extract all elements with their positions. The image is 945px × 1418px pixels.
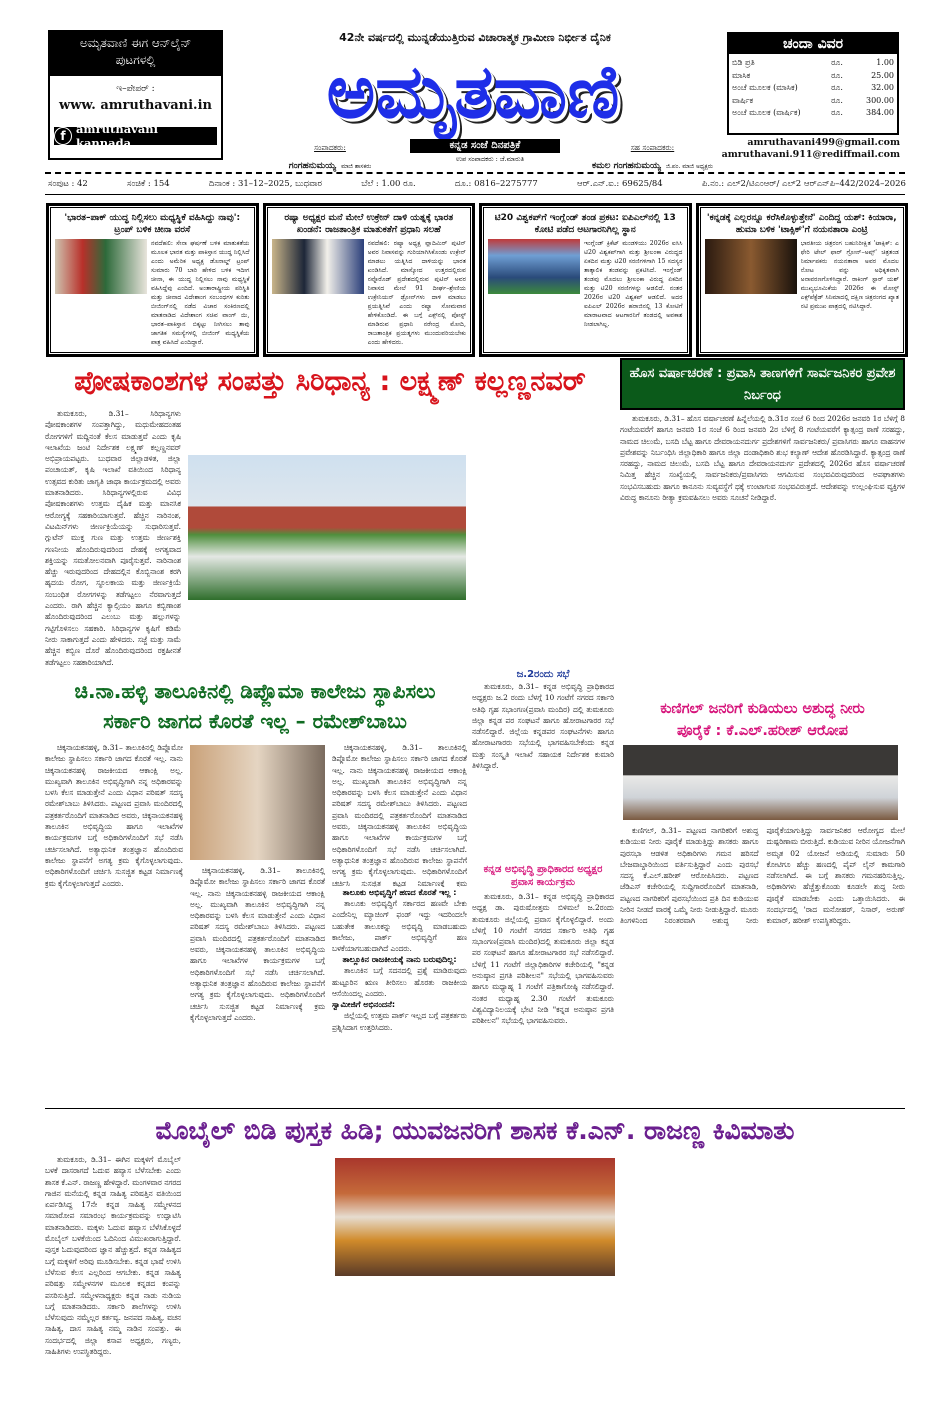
diploma-headline-2: ಸರ್ಕಾರಿ ಜಾಗದ ಕೊರತೆ ಇಲ್ಲ – ರಮೇಶ್‌ಬಾಬು: [103, 709, 407, 733]
top-story-title: 'ಭಾರತ–ಪಾಕ್ ಯುದ್ಧ ನಿಲ್ಲಿಸಲು ಮಧ್ಯಸ್ಥಿಕೆ ವಹಿಸಿದ್ದು ನಾವು': ಟ್ರಂಪ್ ಬಳಿಕ ಚೀನಾ ವರಸೆ: [64, 213, 241, 235]
date: ದಿನಾಂಕ : 31–12–2025, ಬುಧವಾರ: [208, 179, 323, 189]
top-story-photo: [272, 239, 364, 294]
mobile-text-col5: [621, 1154, 757, 1412]
top-story-photo: [488, 239, 580, 294]
lead-headline: ಪೋಷಕಾಂಶಗಳ ಸಂಪತ್ತು ಸಿರಿಧಾನ್ಯ : ಲಕ್ಷ್ಮಣ್ ಕಲ್ಲಣ್ಣನವರ್: [74, 366, 586, 397]
lead-text-col4: [477, 408, 613, 668]
registration: ಪಿ.ನಂ.: ಎಲ್2/ಟಿಎಂಆರ್/ ಎಲ್2 ಆರ್‌ಎನ್‌ಪಿ–442/2024–2026: [701, 179, 906, 189]
editor-name: ಗಂಗಹನುಮಯ್ಯ: [288, 161, 337, 171]
price: ಬೆಲೆ : 1.00 ರೂ.: [361, 179, 416, 189]
lead-text: ತುಮಕೂರು, ಡಿ.31– ಸಿರಿಧಾನ್ಯಗಳು ಪೋಷಕಾಂಶಗಳ ಸಂಪತ್ತಾಗಿದ್ದು, ಮಧುಮೇಹದಂತಹ ರೋಗಗಳಿಗೆ ಮದ್ದಿನಂತೆ ಕೆಲಸ ಮಾಡುತ್ತವೆ ಎಂದು ಕೃಷಿ ಇಲಾಖೆಯ ಜಂಟಿ ನಿರ್ದೇಶಕ ಲಕ್ಷ್ಮಣ್ ಕಲ್ಲಣ್ಣನವರ್ ಅಭಿಪ್ರಾಯಪಟ್ಟರು. ಬುಧವಾರ ಜಿಲ್ಲಾಡಳಿತ, ಜಿಲ್ಲಾ ಪಂಚಾಯತ್, ಕೃಷಿ ಇಲಾಖೆ ವತಿಯಿಂದ ಸಿರಿಧಾನ್ಯ ಉತ್ಸವದ ಕುರಿತು ಜಾಗೃತಿ ಜಾಥಾ ಕಾರ್ಯಕ್ರಮದಲ್ಲಿ ಅವರು ಮಾತನಾಡಿದರು. ಸಿರಿಧಾನ್ಯಗಳಲ್ಲಿರುವ ವಿವಿಧ ಪೋಷಕಾಂಶಗಳು ಉತ್ತಮ ದೈಹಿಕ ಮತ್ತು ಮಾನಸಿಕ ಆರೋಗ್ಯಕ್ಕೆ ಸಹಕಾರಿಯಾಗುತ್ತವೆ. ಹೆಚ್ಚಿನ ನಾರಿನಂಶ, ವಿಟಮಿನ್‌ಗಳು ಜೀರ್ಣಕ್ರಿಯೆಯನ್ನು ಸುಧಾರಿಸುತ್ತವೆ. ಗ್ಲುಟೆನ್ ಮುಕ್ತ ಗುಣ ಮತ್ತು ಉತ್ತಮ ಜೀರ್ಣಶಕ್ತಿ ಗಣನೀಯ ಹೊಂದಿರುವುದರಿಂದ ದೇಹಕ್ಕೆ ಅಗತ್ಯವಾದ ಶಕ್ತಿಯನ್ನು ಸಮತೋಲನವಾಗಿ ಪೂರೈಸುತ್ತವೆ. ನಾರಿನಾಂಶ ಹೆಚ್ಚು ಇರುವುದರಿಂದ ದೇಹದಲ್ಲಿನ ಕೊಬ್ಬಿನಾಂಶ ಕರಗಿ ಹೃದಯ ರೋಗ, ಸ್ಥೂಲಕಾಯ ಮತ್ತು ಜೀರ್ಣಕ್ರಿಯೆ ಸಂಬಂಧಿತ ರೋಗಗಳನ್ನು ತಡೆಗಟ್ಟಲು ನೆರವಾಗುತ್ತದೆ ಎಂದರು. ರಾಗಿ ಹೆಚ್ಚಿನ ಕ್ಯಾಲ್ಸಿಯಂ ಹಾಗೂ ಕಬ್ಬಿಣಾಂಶ ಹೊಂದಿರುವುದರಿಂದ ಎಲುಬು ಮತ್ತು ಹಲ್ಲುಗಳನ್ನು ಗಟ್ಟಿಗೊಳಿಸಲು ಸಹಕಾರಿ. ಸಿರಿಧಾನ್ಯಗಳ ಕೃಷಿಗೆ ಕಡಿಮೆ ನೀರು ಸಾಕಾಗುತ್ತದೆ ಎಂದು ಹೇಳಿದರು. ಸಜ್ಜೆ ಮತ್ತು ಸಾಮೆ ಹೆಚ್ಚಿನ ಕಬ್ಬಿಣ ದೊರೆ ಹೊಂದಿರುವುದರಿಂದ ರಕ್ತಹೀನತೆ ತಡೆಗಟ್ಟಲು ಸಹಕಾರಿಯಾಗಿದೆ.: [45, 409, 181, 667]
top-story-title: 'ಕನ್ನಡಕ್ಕೆ ಎಲ್ಲರನ್ನೂ ಕರೆಸಿಕೊಳ್ಳುತ್ತೇನೆ' ಎಂದಿದ್ದ ಯಶ್: ಕಿಯಾರಾ, ಹುಮಾ ಬಳಿಕ 'ಟಾಕ್ಸಿಕ್'ಗೆ ನಯನತಾರಾ ಎಂಟ್ರಿ: [706, 213, 897, 235]
top-story-body: ಭಾರತೀಯ ಚಿತ್ರರಂಗ ಬಹುನಿರೀಕ್ಷಿತ 'ಟಾಕ್ಸಿಕ್: ಎ ಫೇರಿ ಟೇಲ್ ಫಾರ್ ಗ್ರೋನ್–ಅಪ್ಸ್' ಚಿತ್ರತಂಡ ನಿರ್ಮಾಪಕರು ನಯನತಾರಾ ಅವರ ಮೊದಲ ನೋಟ ವನ್ನು ಅಧಿಕೃತವಾಗಿ ಅನಾವರಣಗೊಳಿಸಿದ್ದಾರೆ. ರಾಕಿಂಗ್ ಸ್ಟಾರ್ ಯಶ್ ಮುಖ್ಯಭೂಮಿಕೆಯ 2026ರ ಈ ಮೋಸ್ಟ್ ಎಕ್ಸ್‌ಪೆಕ್ಟೆಡ್ ಸಿನಿಮಾದಲ್ಲಿ ದಕ್ಷಿಣ ಚಿತ್ರರಂಗದ ಖ್ಯಾತ ನಟಿ ಪ್ರಮುಖ ಪಾತ್ರದಲ್ಲಿ ನಟಿಸಿದ್ದಾರೆ.: [800, 240, 899, 310]
mobile-headline: ಮೊಬೈಲ್ ಬಿಡಿ ಪುಸ್ತಕ ಹಿಡಿ; ಯುವಜನರಿಗೆ ಶಾಸಕ ಕೆ.ಎನ್. ರಾಜಣ್ಣ ಕಿವಿಮಾತು: [155, 1116, 795, 1145]
lead-text-col2-bottom: [189, 603, 325, 668]
editor-note: ಮಾಜಿ ಶಾಸಕರು: [341, 163, 372, 170]
mobile-photo-felicitation: [335, 1158, 615, 1276]
lead-photo-millet-rally: [188, 455, 466, 600]
top-story-body: ನವದೆಹಲಿ: ರಷ್ಯಾ ಅಧ್ಯಕ್ಷ ವ್ಲಾದಿಮಿರ್ ಪುಟಿನ್ ಅವರ ನಿವಾಸವನ್ನು ಗುರಿಯಾಗಿಸಿಕೊಂಡು ಉಕ್ರೇನ್ ಮಾಡಲು ಯತ್ನಿಸಿದ ದಾಳಿಯನ್ನು ಭಾರತ ಖಂಡಿಸಿದೆ. ಮಾಸ್ಕೋದ ಉತ್ತರದಲ್ಲಿರುವ ನವ್ಗೊರೊಡ್ ಪ್ರದೇಶದಲ್ಲಿರುವ ಪುಟಿನ್ ಅವರ ನಿವಾಸದ ಮೇಲೆ 91 ದೀರ್ಘ–ಶ್ರೇಣಿಯ ಉಕ್ರೇನಿಯನ್ ಡ್ರೋನ್‌ಗಳು ದಾಳಿ ಮಾಡಲು ಪ್ರಯತ್ನಿಸಿವೆ ಎಂದು ರಷ್ಯಾ ಸೋಮವಾರ ಹೇಳಿಕೊಂಡಿದೆ. ಈ ಬಗ್ಗೆ ಎಕ್ಸ್‌ನಲ್ಲಿ ಪೋಸ್ಟ್ ಮಾಡಿರುವ ಪ್ರಧಾನಿ ನರೇಂದ್ರ ಮೋದಿ, ರಾಜತಾಂತ್ರಿಕ ಪ್ರಯತ್ನಗಳು ಮುಂದುವರಿಯಬೇಕು ಎಂದು ಹೇಳಿದರು.: [367, 240, 466, 346]
lead-text-col3-bottom: [333, 603, 469, 668]
box-news-headline: [620, 358, 905, 410]
top-story-box[interactable]: [48, 205, 257, 355]
top-story-photo: [55, 239, 147, 294]
epaper-label: ಇ–ಪೇಪರ್ :: [116, 84, 155, 94]
kunigal-body: ಕುಣಿಗಲ್, ಡಿ.31– ಪಟ್ಟಣದ ನಾಗರಿಕರಿಗೆ ಅಶುದ್ಧ ಕುಡಿಯುವ ನೀರು ಪೂರೈಕೆ ಮಾಡುತ್ತಿದ್ದು ಶಾಸಕರು ಹಾಗೂ ಪುರಸಭಾ ಆಡಳಿತ ಅಧಿಕಾರಿಗಳು ಗಮನ ಹರಿಸದೆ ಬೇಜವಾಬ್ದಾರಿಯಿಂದ ವರ್ತಿಸುತ್ತಿದ್ದಾರೆ ಎಂದು ಪುರಸಭೆ ಸದಸ್ಯ ಕೆ.ಎಲ್.ಹರೀಶ್ ಆರೋಪಿಸಿದರು. ಪಟ್ಟಣದ ಜೆಡಿಎಸ್ ಕಚೇರಿಯಲ್ಲಿ ಸುದ್ದಿಗಾರರೊಂದಿಗೆ ಮಾತನಾಡಿ, ಪಟ್ಟಣದ ನಾಗರಿಕರಿಗೆ ಪುರಸಭೆಯಿಂದ ಪ್ರತಿ ದಿನ ಕುಡಿಯುವ ನೀರಿನ ನೀಡದೆ ವಾರಕ್ಕೆ ಒಮ್ಮೆ ನೀರು ನೀಡುತ್ತಿದ್ದಾರೆ. ಮೂರು ತಿಂಗಳಿನಿಂದ ನಿರಂತರವಾಗಿ ಅಶುದ್ಧ ನೀರು ಪೂರೈಕೆಯಾಗುತ್ತಿದ್ದು ಸಾರ್ವಜನಿಕರ ಆರೋಗ್ಯದ ಮೇಲೆ ದುಷ್ಪರಿಣಾಮ ಬೀರುತ್ತಿದೆ. ಕುಡಿಯುವ ನೀರಿನ ಯೋಜನೆಗಾಗಿ ಅಮೃತ 02 ಯೋಜನೆ ಅಡಿಯಲ್ಲಿ ಸುಮಾರು 50 ಕೋಟಿಗೂ ಹೆಚ್ಚು ಹಣದಲ್ಲಿ ಪೈಪ್ ಲೈನ್ ಕಾಮಗಾರಿ ನಡೆಸಲಾಗಿದೆ. ಈ ಬಗ್ಗೆ ಶಾಸಕರು ಗಮನಹರಿಸುತ್ತಿಲ್ಲ. ಅಧಿಕಾರಿಗಳು ಹೆಚ್ಚೆತ್ತುಕೊಂಡು ಕೂಡಲೇ ಶುದ್ಧ ನೀರು ಪೂರೈಕೆ ಮಾಡಬೇಕು ಎಂದು ಒತ್ತಾಯಿಸಿದರು. ಈ ಸಂದರ್ಭದಲ್ಲಿ 'ರಾದ ಮನೋಹರ್, ನಿಸಾರ್, ಅರುಣ್ ಕುಮಾರ್, ಹರೀಶ್ ಉಪಸ್ಥಿತರಿದ್ದರು.: [620, 826, 905, 926]
diploma-body-col3: [332, 742, 467, 1102]
subscription-cur: ರೂ.: [831, 70, 843, 80]
diploma-subhead-3: ಸ್ವಾಮೀಜಿಗೆ ಅಭಿನಂದನೆ:: [332, 1000, 396, 1010]
diploma-headline-1: ಚಿ.ನಾ.ಹಳ್ಳಿ ತಾಲೂಕಿನಲ್ಲಿ ಡಿಪ್ಲೊಮಾ ಕಾಲೇಜು ಸ್ಥಾಪಿಸಲು: [74, 679, 436, 703]
header-divider: [45, 172, 905, 174]
top-story-box[interactable]: [481, 205, 690, 355]
website-link[interactable]: www. amruthavani.in: [59, 98, 212, 113]
mobile-text-col3: [333, 1280, 469, 1412]
top-stories: [48, 205, 906, 355]
online-title: ಅಮೃತವಾಣಿ ಈಗ ಆನ್‌ಲೈನ್ ಪುಟಗಳಲ್ಲಿ: [50, 32, 221, 76]
subscription-title: ಚಂದಾ ವಿವರ: [729, 34, 897, 54]
subscription-amount: 1.00: [876, 58, 894, 67]
volume: ಸಂಪುಟ : 42: [48, 179, 88, 189]
top-story-photo: [705, 239, 797, 294]
mobile-text-col6: [765, 1154, 905, 1412]
kunigal-headline-2: ಪೂರೈಕೆ : ಕೆ.ಎಲ್.ಹರೀಶ್ ಆರೋಪ: [677, 723, 848, 739]
subscription-amount: 25.00: [871, 70, 894, 80]
diploma-text-2: ತಾಲೂಕು ಅಭಿವೃದ್ಧಿಗೆ ಸರ್ಕಾರದ ಹಣವೇ ಬೇಕು ಎಂದೇನಿಲ್ಲ ಮ್ಯಾಚಿಂಗ್ ಫಂಡ್ ಇದ್ದು ಇದರಿಂದಲೇ ಬಹುತೇಕ ತಾಲೂಕನ್ನು ಅಭಿವೃದ್ಧಿ ಮಾಡಬಹುದು ಕಾಲೇಜು, ಪಾರ್ಕ್ ಅಭಿವೃದ್ಧಿಗೆ ಹಣ ಬಳಕೆಯಾಗಬಹುದಾಗಿದೆ ಎಂದರು.: [332, 899, 467, 954]
rni: ಆರ್.ಎನ್.ಐ.: 69625/84: [577, 179, 663, 189]
subscription-box: [727, 32, 899, 135]
diploma-text-4: ಜಿಲ್ಲೆಯಲ್ಲಿ ಉತ್ತಮ ಪಾರ್ಕ್ ಇಲ್ಲದ ಬಗ್ಗೆ ಪತ್ರಕರ್ತರು ಪ್ರಶ್ನಿಸಿದಾಗ ಉತ್ತರಿಸಿದರು.: [332, 1011, 467, 1032]
box-news-body: ತುಮಕೂರು, ಡಿ.31– ಹೊಸ ವರ್ಷಾಚರಣೆ ಹಿನ್ನೆಲೆಯಲ್ಲಿ ಡಿ.31ರ ಸಂಜೆ 6 ರಿಂದ 2026ರ ಜನವರಿ 1ರ ಬೆಳಿಗ್ಗೆ 8 ಗಂಟೆಯವರೆಗೆ ಹಾಗೂ ಜನವರಿ 1ರ ಸಂಜೆ 6 ರಿಂದ ಜನವರಿ 2ರ ಬೆಳಿಗ್ಗೆ 8 ಗಂಟೆಯವರೆಗೆ ಕ್ಯಾತ್ಸಂದ್ರ ಠಾಣೆ ಸರಹದ್ದು, ನಾಮದ ಚಿಲುಮೆ, ಬಸದಿ ಬೆಟ್ಟ ಹಾಗೂ ದೇವರಾಯನದುರ್ಗ ಪ್ರದೇಶಗಳಿಗೆ ಸಾರ್ವಜನಿಕರು/ ಪ್ರವಾಸಿಗರು ಹಾಗೂ ವಾಹನಗಳ ಪ್ರವೇಶವನ್ನು ನಿರ್ಬಂಧಿಸಿ ಜಿಲ್ಲಾಧಿಕಾರಿ ಹಾಗೂ ಜಿಲ್ಲಾ ದಂಡಾಧಿಕಾರಿ ಶುಭ ಕಲ್ಯಾಣ್ ಆದೇಶ ಹೊರಡಿಸಿದ್ದಾರೆ. ಕ್ಯಾತ್ಸಂದ್ರ ಠಾಣೆ ಸರಹದ್ದು, ನಾಮದ ಚಿಲುಮೆ, ಬಸದಿ ಬೆಟ್ಟ ಹಾಗೂ ದೇವರಾಯನದುರ್ಗ ಪ್ರದೇಶದಲ್ಲಿ 2026ರ ಹೊಸ ವರ್ಷಾಚರಣೆ ನಿಮಿತ್ತ ಹೆಚ್ಚಿನ ಸಂಖ್ಯೆಯಲ್ಲಿ ಸಾರ್ವಜನಿಕರು/ಪ್ರವಾಸಿಗರು ಆಗಮಿಸುವ ಸಂಭವವಿರುವುದರಿಂದ ಅಪಘಾತಗಳು ಸಂಭವಿಸಬಹುದು ಹಾಗೂ ಕಾನೂನು ಸುವ್ಯವಸ್ಥೆಗೆ ಧಕ್ಕೆ ಉಂಟಾಗುವ ಸಂಭವವಿರುತ್ತದೆ. ಆದೇಶವನ್ನು ಉಲ್ಲಂಘಿಸುವ ವ್ಯಕ್ತಿಗಳ ವಿರುದ್ಧ ಕಾನೂನು ರೀತ್ಯಾ ಕ್ರಮವಹಿಸಲು ಅವರು ಸೂಚನೆ ನೀಡಿದ್ದಾರೆ.: [620, 414, 905, 503]
meeting-column: [472, 668, 614, 1103]
subscription-label: ಮಾಸಿಕ: [732, 70, 751, 80]
tagline: 42ನೇ ವರ್ಷದಲ್ಲಿ ಮುನ್ನಡೆಯುತ್ತಿರುವ ವಿಚಾರಾತ್ಮಕ ಗ್ರಾಮೀಣ ನಿರ್ಭೀತ ದೈನಿಕ: [339, 31, 611, 44]
subscription-row: [729, 70, 897, 83]
subscription-label: ಬಿಡಿ ಪ್ರತಿ: [732, 58, 755, 67]
diploma-text: ಚಿಕ್ಕನಾಯಕನಹಳ್ಳಿ, ಡಿ.31– ತಾಲೂಕಿನಲ್ಲಿ ಡಿಪ್ಲೊಮೋ ಕಾಲೇಜು ಸ್ಥಾಪಿಸಲು ಸರ್ಕಾರಿ ಜಾಗದ ಕೊರತೆ ಇಲ್ಲ. ನಾನು ಚಿಕ್ಕನಾಯಕನಹಳ್ಳಿ ರಾಜಕೀಯದ ಆಕಾಂಕ್ಷಿ ಅಲ್ಲ. ಮುಖ್ಯವಾಗಿ ತಾಲೂಕಿನ ಅಭಿವೃದ್ಧಿಗಾಗಿ ನನ್ನ ಅಧಿಕಾರವನ್ನು ಬಳಸಿ ಕೆಲಸ ಮಾಡುತ್ತೇನೆ ಎಂದು ವಿಧಾನ ಪರಿಷತ್ ಸದಸ್ಯ ರಮೇಶ್‌ಬಾಬು ತಿಳಿಸಿದರು. ಪಟ್ಟಣದ ಪ್ರವಾಸಿ ಮಂದಿರದಲ್ಲಿ ಪತ್ರಕರ್ತರೊಂದಿಗೆ ಮಾತನಾಡಿದ ಅವರು, ಚಿಕ್ಕನಾಯಕನಹಳ್ಳಿ ತಾಲೂಕಿನ ಅಭಿವೃದ್ಧಿಯ ಹಾಗೂ ಇಲಾಖೆಗಳ ಕಾರ್ಯಕ್ರಮಗಳ ಬಗ್ಗೆ ಅಧಿಕಾರಿಗಳೊಂದಿಗೆ ಸಭೆ ನಡೆಸಿ ಚರ್ಚಿಸಲಾಗಿದೆ. ಅತ್ಯಾಧುನಿಕ ತಂತ್ರಜ್ಞಾನ ಹೊಂದಿರುವ ಕಾಲೇಜು ಸ್ಥಾಪನೆಗೆ ಅಗತ್ಯ ಕ್ರಮ ಕೈಗೊಳ್ಳಲಾಗುವುದು. ಅಧಿಕಾರಿಗಳೊಂದಿಗೆ ಚರ್ಚಿಸಿ ಸುಸಜ್ಜಿತ ಕಟ್ಟಡ ನಿರ್ಮಾಣಕ್ಕೆ ಕ್ರಮ: [332, 743, 467, 887]
subscription-label: ವಾರ್ಷಿಕ: [732, 95, 754, 105]
kunigal-photo-press-meet: [623, 745, 898, 820]
issue: ಸಂಚಿಕೆ : 154: [127, 179, 170, 189]
top-story-box[interactable]: [698, 205, 907, 355]
box-news-title: ಹೊಸ ವರ್ಷಾಚರಣೆ : ಪ್ರವಾಸಿ ತಾಣಗಳಿಗೆ ಸಾರ್ವಜನಿಕರ ಪ್ರವೇಶ ನಿರ್ಬಂಧ: [629, 366, 896, 403]
co-editor-note: ಜಿ.ಪಂ. ಮಾಜಿ ಅಧ್ಯಕ್ಷರು: [665, 163, 713, 170]
subscription-row: [729, 107, 897, 120]
co-editor-label: ಸಹ ಸಂಪಾದಕರು:: [630, 143, 675, 152]
subscription-cur: ರೂ.: [831, 108, 843, 117]
top-story-title: ರಷ್ಯಾ ಅಧ್ಯಕ್ಷರ ಮನೆ ಮೇಲೆ ಉಕ್ರೇನ್ ದಾಳಿ ಯತ್ನಕ್ಕೆ ಭಾರತ ಖಂಡನೆ: ರಾಜತಾಂತ್ರಿಕ ಮಾತುಕತೆಗೆ ಪ್ರಧಾನಿ ಸಲಹೆ: [284, 213, 454, 235]
masthead-logo: ಅಮೃತವಾಣಿ: [326, 49, 620, 135]
diploma-body-col2: ಚಿಕ್ಕನಾಯಕನಹಳ್ಳಿ, ಡಿ.31– ತಾಲೂಕಿನಲ್ಲಿ ಡಿಪ್ಲೊಮೋ ಕಾಲೇಜು ಸ್ಥಾಪಿಸಲು ಸರ್ಕಾರಿ ಜಾಗದ ಕೊರತೆ ಇಲ್ಲ. ನಾನು ಚಿಕ್ಕನಾಯಕನಹಳ್ಳಿ ರಾಜಕೀಯದ ಆಕಾಂಕ್ಷಿ ಅಲ್ಲ. ಮುಖ್ಯವಾಗಿ ತಾಲೂಕಿನ ಅಭಿವೃದ್ಧಿಗಾಗಿ ನನ್ನ ಅಧಿಕಾರವನ್ನು ಬಳಸಿ ಕೆಲಸ ಮಾಡುತ್ತೇನೆ ಎಂದು ವಿಧಾನ ಪರಿಷತ್ ಸದಸ್ಯ ರಮೇಶ್‌ಬಾಬು ತಿಳಿಸಿದರು. ಪಟ್ಟಣದ ಪ್ರವಾಸಿ ಮಂದಿರದಲ್ಲಿ ಪತ್ರಕರ್ತರೊಂದಿಗೆ ಮಾತನಾಡಿದ ಅವರು, ಚಿಕ್ಕನಾಯಕನಹಳ್ಳಿ ತಾಲೂಕಿನ ಅಭಿವೃದ್ಧಿಯ ಹಾಗೂ ಇಲಾಖೆಗಳ ಕಾರ್ಯಕ್ರಮಗಳ ಬಗ್ಗೆ ಅಧಿಕಾರಿಗಳೊಂದಿಗೆ ಸಭೆ ನಡೆಸಿ ಚರ್ಚಿಸಲಾಗಿದೆ. ಅತ್ಯಾಧುನಿಕ ತಂತ್ರಜ್ಞಾನ ಹೊಂದಿರುವ ಕಾಲೇಜು ಸ್ಥಾಪನೆಗೆ ಅಗತ್ಯ ಕ್ರಮ ಕೈಗೊಳ್ಳಲಾಗುವುದು. ಅಧಿಕಾರಿಗಳೊಂದಿಗೆ ಚರ್ಚಿಸಿ ಸುಸಜ್ಜಿತ ಕಟ್ಟಡ ನಿರ್ಮಾಣಕ್ಕೆ ಕ್ರಮ ಕೈಗೊಳ್ಳಲಾಗುತ್ತದೆ ಎಂದರು.: [190, 866, 325, 1022]
diploma-photo-rameshbabu: [190, 745, 325, 860]
facebook-icon[interactable]: f: [54, 127, 72, 145]
diploma-subhead-2: ತಾಲ್ಲೂಕಿನ ರಾಜಕೀಯಕ್ಕೆ ನಾನು ಬರುವುದಿಲ್ಲ:: [342, 955, 457, 965]
subscription-amount: 300.00: [866, 95, 894, 105]
email-1[interactable]: amruthavani499@gmail.com: [747, 137, 900, 148]
editor-label: ಸಂಪಾದಕರು:: [314, 143, 346, 152]
online-box: [48, 30, 223, 160]
subscription-amount: 32.00: [871, 83, 894, 92]
meeting-body: ತುಮಕೂರು, ಡಿ.31– ಕನ್ನಡ ಅಭಿವೃದ್ಧಿ ಪ್ರಾಧಿಕಾರದ ಅಧ್ಯಕ್ಷರು ಜ.2 ರಂದು ಬೆಳಗ್ಗೆ 10 ಗಂಟೆಗೆ ನಗರದ ಸರ್ಕಾರಿ ಅತಿಥಿ ಗೃಹ ಸಭಾಂಗಣ(ಪ್ರವಾಸಿ ಮಂದಿರ) ದಲ್ಲಿ ತುಮಕೂರು ಜಿಲ್ಲಾ ಕನ್ನಡ ಪರ ಸಂಘಟನೆ ಹಾಗೂ ಹೋರಾಟಗಾರರ ಸಭೆ ನಡೆಸಲಿದ್ದಾರೆ. ಜಿಲ್ಲೆಯ ಕನ್ನಡಪರ ಸಂಘಟನೆಗಳು ಹಾಗೂ ಹೋರಾಟಗಾರರು ಸಭೆಯಲ್ಲಿ ಭಾಗವಹಿಸಬೇಕೆಂದು ಕನ್ನಡ ಮತ್ತು ಸಂಸ್ಕೃತಿ ಇಲಾಖೆ ಸಹಾಯಕ ನಿರ್ದೇಶಕ ಕುಮಾರಿ ತಿಳಿಸಿದ್ದಾರೆ.: [472, 682, 614, 771]
issue-info: [48, 179, 906, 189]
top-story-title: ಟಿ20 ವಿಶ್ವಕಪ್‌ಗೆ ಇಂಗ್ಲೆಂಡ್ ತಂಡ ಪ್ರಕಟ: ಐಪಿಎಲ್‌ನಲ್ಲಿ 13 ಕೋಟಿ ಪಡೆದ ಆಟಗಾರನಿಗಿಲ್ಲ ಸ್ಥಾನ: [494, 213, 676, 235]
top-story-body: ಇಂಗ್ಲೆಂಡ್ ಕ್ರಿಕೆಟ್ ಮಂಡಳಿಯು 2026ರ ಐಸಿಸಿ ಟಿ20 ವಿಶ್ವಕಪ್‌ಗಾಗಿ ಮತ್ತು ಶ್ರೀಲಂಕಾ ವಿರುದ್ಧದ ಏಕದಿನ ಮತ್ತು ಟಿ20 ಸರಣಿಗಳಿಗಾಗಿ 15 ಸದಸ್ಯರ ತಾತ್ಕಾಲಿಕ ತಂಡವನ್ನು ಪ್ರಕಟಿಸಿದೆ. ಇಂಗ್ಲೆಂಡ್ ತಂಡವು ಮೊದಲು ಶ್ರೀಲಂಕಾ ವಿರುದ್ಧ ಏಕದಿನ ಮತ್ತು ಟಿ20 ಸರಣಿಗಳನ್ನು ಆಡಲಿದೆ. ನಂತರ 2026ರ ಟಿ20 ವಿಶ್ವಕಪ್ ಆಡಲಿದೆ. ಅದರ ಐಪಿಎಲ್ 2026ರ ಹರಾಜಿನಲ್ಲಿ 13 ಕೋಟಿಗೆ ಮಾರಾಟವಾದ ಆಟಗಾರನಿಗೆ ತಂಡದಲ್ಲಿ ಅವಕಾಶ ನೀಡಲಾಗಿಲ್ಲ.: [584, 240, 683, 328]
email-2[interactable]: amruthavani.911@rediffmail.com: [721, 149, 900, 160]
facebook-page[interactable]: amruthavani kannada: [75, 122, 159, 150]
subscription-cur: ರೂ.: [831, 83, 843, 92]
top-story-box[interactable]: [265, 205, 474, 355]
phone: ದೂ.: 0816–2275777: [454, 179, 538, 189]
mobile-text: ತುಮಕೂರು, ಡಿ.31– ಈಗಿನ ಮಕ್ಕಳಿಗೆ ಮೊಬೈಲ್ ಬಳಕೆ ದಾಸರಾಗದೆ ಓದುವ ಹವ್ಯಾಸ ಬೆಳೆಸಬೇಕು ಎಂದು ಶಾಸಕ ಕೆ.ಎನ್. ರಾಜಣ್ಣ ಹೇಳಿದ್ದಾರೆ. ಮಂಗಳವಾರ ನಗರದ ಗಾಜಿನ ಮನೆಯಲ್ಲಿ ಕನ್ನಡ ಸಾಹಿತ್ಯ ಪರಿಷತ್ತಿನ ವತಿಯಿಂದ ಏರ್ಪಡಿಸಿದ್ದ 17ನೇ ಕನ್ನಡ ಸಾಹಿತ್ಯ ಸಮ್ಮೇಳನದ ಸಮಾರೋಪ ಸಮಾರಂಭ ಕಾರ್ಯಕ್ರಮವನ್ನು ಉದ್ಘಾಟಿಸಿ ಮಾತನಾಡಿದರು. ಮಕ್ಕಳು ಓದುವ ಹವ್ಯಾಸ ಬೆಳೆಸಿಕೊಳ್ಳದೆ ಮೊಬೈಲ್ ಬಳಕೆಯಿಂದ ಓದಿನಿಂದ ವಿಮುಖರಾಗುತ್ತಿದ್ದಾರೆ. ಪುಸ್ತಕ ಓದುವುದರಿಂದ ಜ್ಞಾನ ಹೆಚ್ಚುತ್ತದೆ. ಕನ್ನಡ ಸಾಹಿತ್ಯದ ಬಗ್ಗೆ ಮಕ್ಕಳಿಗೆ ಅರಿವು ಮೂಡಿಸಬೇಕು. ಕನ್ನಡ ಭಾಷೆ ಉಳಿಸಿ ಬೆಳೆಸುವ ಕೆಲಸ ಎಲ್ಲರಿಂದ ಆಗಬೇಕು. ಕನ್ನಡ ಸಾಹಿತ್ಯ ಪರಿಷತ್ತು ಸಮ್ಮೇಳನಗಳ ಮೂಲಕ ಕನ್ನಡದ ಕಂಪನ್ನು ಪಸರಿಸುತ್ತಿದೆ. ಸಮ್ಮೇಳನಾಧ್ಯಕ್ಷರು ಕನ್ನಡ ನಾಡು ನುಡಿಯ ಬಗ್ಗೆ ಮಾತನಾಡಿದರು. ಸರ್ಕಾರಿ ಶಾಲೆಗಳನ್ನು ಉಳಿಸಿ ಬೆಳೆಸುವುದು ನಮ್ಮೆಲ್ಲರ ಕರ್ತವ್ಯ. ಜನಪದ ಸಾಹಿತ್ಯ, ವಚನ ಸಾಹಿತ್ಯ, ದಾಸ ಸಾಹಿತ್ಯ ನಮ್ಮ ನಾಡಿನ ಸಂಪತ್ತು. ಈ ಸಂದರ್ಭದಲ್ಲಿ ಜಿಲ್ಲಾ ಕಸಾಪ ಅಧ್ಯಕ್ಷರು, ಗಣ್ಯರು, ಸಾಹಿತಿಗಳು ಉಪಸ್ಥಿತರಿದ್ದರು.: [45, 1155, 181, 1357]
mobile-text-col4: [477, 1280, 613, 1412]
lead-text-col2-top: [189, 408, 325, 453]
kda-body: ತುಮಕೂರು, ಡಿ.31– ಕನ್ನಡ ಅಭಿವೃದ್ಧಿ ಪ್ರಾಧಿಕಾರದ ಅಧ್ಯಕ್ಷ ಡಾ. ಪುರುಷೋತ್ತಮ ಬಿಳಿಮಲೆ ಜ.2ರಂದು ತುಮಕೂರು ಜಿಲ್ಲೆಯಲ್ಲಿ ಪ್ರವಾಸ ಕೈಗೊಳ್ಳಲಿದ್ದಾರೆ. ಅಂದು ಬೆಳಿಗ್ಗೆ 10 ಗಂಟೆಗೆ ನಗರದ ಸರ್ಕಾರಿ ಅತಿಥಿ ಗೃಹ ಸಭಾಂಗಣ(ಪ್ರವಾಸಿ ಮಂದಿರ)ದಲ್ಲಿ ತುಮಕೂರು ಜಿಲ್ಲಾ ಕನ್ನಡ ಪರ ಸಂಘಟನೆ ಹಾಗೂ ಹೋರಾಟಗಾರರ ಸಭೆ ನಡೆಸಲಿದ್ದಾರೆ. ಬೆಳಿಗ್ಗೆ 11 ಗಂಟೆಗೆ ಜಿಲ್ಲಾಧಿಕಾರಿಗಳ ಕಚೇರಿಯಲ್ಲಿ "ಕನ್ನಡ ಅನುಷ್ಠಾನ ಪ್ರಗತಿ ಪರಿಶೀಲನ" ಸಭೆಯಲ್ಲಿ ಭಾಗವಹಿಸುವರು ಹಾಗೂ ಮಧ್ಯಾಹ್ನ 1 ಗಂಟೆಗೆ ಪತ್ರಿಕಾಗೋಷ್ಠಿ ನಡೆಸಲಿದ್ದಾರೆ. ನಂತರ ಮಧ್ಯಾಹ್ನ 2.30 ಗಂಟೆಗೆ ತುಮಕೂರು ವಿಶ್ವವಿದ್ಯಾನಿಲಯಕ್ಕೆ ಭೇಟಿ ನೀಡಿ "ಕನ್ನಡ ಅನುಷ್ಠಾನ ಪ್ರಗತಿ ಪರಿಶೀಲನ" ಸಭೆಯಲ್ಲಿ ಭಾಗವಹಿಸುವರು.: [472, 892, 614, 1026]
diploma-subhead-1: ತಾಲೂಕು ಅಭಿವೃದ್ಧಿಗೆ ಹಣದ ಕೊರತೆ ಇಲ್ಲ :: [342, 888, 457, 897]
subscription-label: ಅಂಚೆ ಮೂಲಕ (ವಾರ್ಷಿಕ): [732, 108, 801, 117]
subscription-cur: ರೂ.: [831, 95, 843, 105]
mobile-text-col2: [189, 1154, 325, 1412]
top-story-body: ನವದೆಹಲಿ: ಸೇನಾ ಘರ್ಷಣೆ ಬಳಿಕ ಮಾತುಕತೆಯ ಮೂಲಕ ಭಾರತ ಮತ್ತು ಪಾಕಿಸ್ತಾನ ಯುದ್ಧ ನಿಲ್ಲಿಸಿದೆ ಎಂದು ಅಮೆರಿಕ ಅಧ್ಯಕ್ಷ ಡೊನಾಲ್ಡ್ ಟ್ರಂಪ್ ಸುಮಾರು 70 ಬಾರಿ ಹೇಳಿದ ಬಳಿಕ ಇದೀಗ ಚೀನಾ, ಈ ಯುದ್ಧ ನಿಲ್ಲಿಸಲು ನಾವು ಮಧ್ಯಸ್ಥಿಕೆ ವಹಿಸಿದ್ದೆವು ಎಂದಿದೆ. ಅಂತಾರಾಷ್ಟ್ರೀಯ ಪರಿಸ್ಥಿತಿ ಮತ್ತು ಚೀನಾದ ವಿದೇಶಾಂಗ ಸಂಬಂಧಗಳ ಕುರಿತು ಬೀಜಿಂಗ್‌ನಲ್ಲಿ ನಡೆದ ವಿಚಾರ ಸಂಕಿರಣದಲ್ಲಿ ಮಾತನಾಡಿದ ವಿದೇಶಾಂಗ ಸಚಿವ ವಾಂಗ್ ಯಿ, ಭಾರತ–ಪಾಕಿಸ್ತಾನ ಬಿಕ್ಕಟ್ಟು ನೀಗಿಸಲು ತಾವು ಜಾಗತಿಕ ಸಮಸ್ಯೆಗಳಲ್ಲಿ ಬೀಜಿಂಗ್ ಮಧ್ಯಸ್ಥಿಕೆಯ ಪಾತ್ರ ವಹಿಸಿದೆ ಎಂದಿದ್ದಾರೆ.: [151, 240, 250, 346]
sub-editor: ಉಪ ಸಂಪಾದಕರು : ಜೆ.ಮಾರುತಿ: [455, 155, 525, 163]
kunigal-headline-1: ಕುಣಿಗಲ್ ಜನರಿಗೆ ಕುಡಿಯಲು ಅಶುದ್ಧ ನೀರು: [660, 701, 865, 717]
diploma-text-3: ತಾಲೂಕಿನ ಬಗ್ಗೆ ಸದನದಲ್ಲಿ ಪ್ರಶ್ನೆ ಮಾಡಿರುವುದು ಹುಟ್ಟೂರಿನ ಋಣ ತೀರಿಸಲು ಹೊರತು ರಾಜಕೀಯ ಆಸೆಯಿಂದಲ್ಲ ಎಂದರು.: [332, 966, 467, 999]
subscription-row: [729, 82, 897, 95]
co-editor-name: ಕಮಲ ಗಂಗಹನುಮಯ್ಯ: [592, 161, 661, 171]
subscription-row: [729, 95, 897, 108]
subscription-row: [729, 57, 897, 70]
diploma-body-col1: ಚಿಕ್ಕನಾಯಕನಹಳ್ಳಿ, ಡಿ.31– ತಾಲೂಕಿನಲ್ಲಿ ಡಿಪ್ಲೊಮೋ ಕಾಲೇಜು ಸ್ಥಾಪಿಸಲು ಸರ್ಕಾರಿ ಜಾಗದ ಕೊರತೆ ಇಲ್ಲ. ನಾನು ಚಿಕ್ಕನಾಯಕನಹಳ್ಳಿ ರಾಜಕೀಯದ ಆಕಾಂಕ್ಷಿ ಅಲ್ಲ. ಮುಖ್ಯವಾಗಿ ತಾಲೂಕಿನ ಅಭಿವೃದ್ಧಿಗಾಗಿ ನನ್ನ ಅಧಿಕಾರವನ್ನು ಬಳಸಿ ಕೆಲಸ ಮಾಡುತ್ತೇನೆ ಎಂದು ವಿಧಾನ ಪರಿಷತ್ ಸದಸ್ಯ ರಮೇಶ್‌ಬಾಬು ತಿಳಿಸಿದರು. ಪಟ್ಟಣದ ಪ್ರವಾಸಿ ಮಂದಿರದಲ್ಲಿ ಪತ್ರಕರ್ತರೊಂದಿಗೆ ಮಾತನಾಡಿದ ಅವರು, ಚಿಕ್ಕನಾಯಕನಹಳ್ಳಿ ತಾಲೂಕಿನ ಅಭಿವೃದ್ಧಿಯ ಹಾಗೂ ಇಲಾಖೆಗಳ ಕಾರ್ಯಕ್ರಮಗಳ ಬಗ್ಗೆ ಅಧಿಕಾರಿಗಳೊಂದಿಗೆ ಸಭೆ ನಡೆಸಿ ಚರ್ಚಿಸಲಾಗಿದೆ. ಅತ್ಯಾಧುನಿಕ ತಂತ್ರಜ್ಞಾನ ಹೊಂದಿರುವ ಕಾಲೇಜು ಸ್ಥಾಪನೆಗೆ ಅಗತ್ಯ ಕ್ರಮ ಕೈಗೊಳ್ಳಲಾಗುವುದು. ಅಧಿಕಾರಿಗಳೊಂದಿಗೆ ಚರ್ಚಿಸಿ ಸುಸಜ್ಜಿತ ಕಟ್ಟಡ ನಿರ್ಮಾಣಕ್ಕೆ ಕ್ರಮ ಕೈಗೊಳ್ಳಲಾಗುತ್ತದೆ ಎಂದರು.: [45, 743, 183, 888]
lead-text-col3-top: [333, 408, 469, 453]
subscription-cur: ರೂ.: [831, 58, 843, 67]
paper-type: ಕನ್ನಡ ಸಂಜೆ ದಿನಪತ್ರಿಕೆ: [410, 139, 560, 153]
subscription-label: ಅಂಚೆ ಮೂಲಕ (ಮಾಸಿಕ): [732, 83, 798, 92]
meeting-headline: ಜ.2ರಂದು ಸಭೆ: [516, 669, 570, 680]
kda-headline: ಕನ್ನಡ ಅಭಿವೃದ್ಧಿ ಪ್ರಾಧಿಕಾರದ ಅಧ್ಯಕ್ಷರ ಪ್ರವಾಸ ಕಾರ್ಯಕ್ರಮ: [483, 864, 603, 888]
subscription-amount: 384.00: [866, 108, 894, 117]
